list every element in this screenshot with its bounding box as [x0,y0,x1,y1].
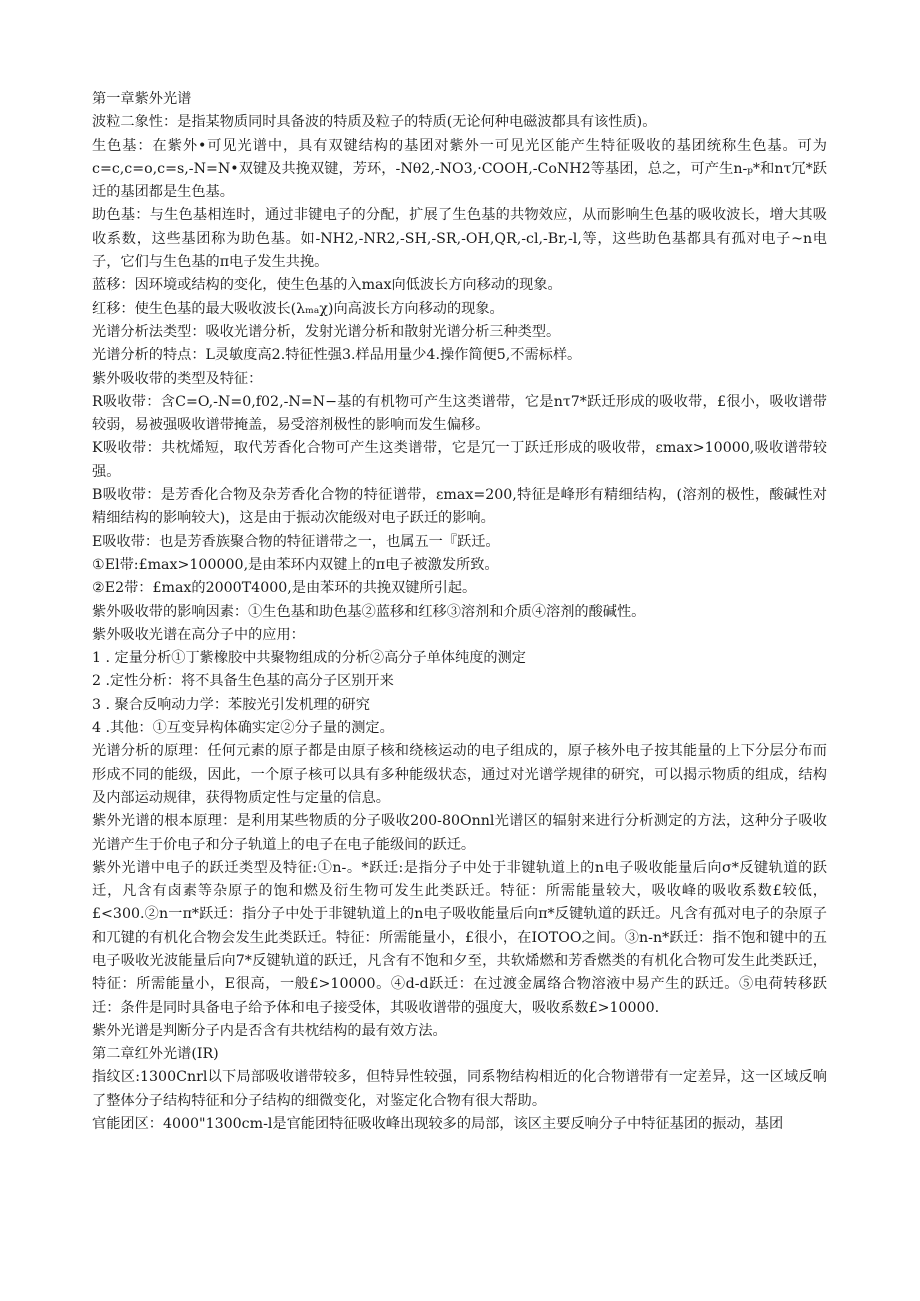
list-item: 3 . 聚合反响动力学：苯胺光引发机理的研究 [92,696,370,713]
paragraph: 蓝移：因环境或结构的变化，使生色基的入max向低波长方向移动的现象。 [92,277,562,294]
chapter-heading: 第二章红外光谱(IR) [92,1046,219,1063]
paragraph: B吸收带：是芳香化合物及杂芳香化合物的特征谱带，εmax=200,特征是峰形有精细结构，(溶剂的极性，酸碱性对精细结构的影响较大)，这是由于振动次能级对电子跃迁的影响。 [92,487,827,527]
paragraph: 光谱分析法类型：吸收光谱分析，发射光谱分析和散射光谱分析三种类型。 [92,323,561,340]
chapter-heading: 第一章紫外光谱 [92,91,192,107]
paragraph: 红移：使生色基的最大吸收波长(λₘₐχ)向高波长方向移动的现象。 [92,300,504,317]
list-item: 4 .其他：①互变异构体确实定②分子量的测定。 [92,720,394,737]
list-item: 1 . 定量分析①丁紫橡胶中共聚物组成的分析②高分子单体纯度的测定 [92,650,526,667]
paragraph: 紫外光谱的根本原理：是利用某些物质的分子吸收200-80Onnl光谱区的辐射来进行分析测定的方法，这种分子吸收光谱产生于价电子和分子轨道上的电子在电子能级间的跃迁。 [92,813,827,853]
paragraph: 紫外吸收带的类型及特征： [92,370,263,387]
paragraph: K吸收带：共枕烯短，取代芳香化合物可产生这类谱带，它是冗一丁跃迁形成的吸收带，εmax>10000,吸收谱带较强。 [92,440,827,480]
document-body [92,88,827,1136]
paragraph: ②E2带：£max的2000T4000,是由苯环的共挽双键所引起。 [92,580,477,597]
paragraph: 波粒二象性：是指某物质同时具备波的特质及粒子的特质(无论何种电磁波都具有该性质)。 [92,114,657,131]
paragraph: 紫外吸收带的影响因素：①生色基和助色基②蓝移和红移③溶剂和介质④溶剂的酸碱性。 [92,603,646,620]
paragraph: 紫外光谱是判断分子内是否含有共枕结构的最有效方法。 [92,1022,447,1039]
paragraph: 官能团区：4000"1300cm-l是官能团特征吸收峰出现较多的局部，该区主要反响分子中特征基团的振动，基团 [92,1116,784,1133]
list-item: 2 .定性分析：将不具备生色基的高分子区别开来 [92,673,394,690]
paragraph: E吸收带：也是芳香族聚合物的特征谱带之一，也属五一『跃迁。 [92,533,500,550]
paragraph: 光谱分析的特点：L灵敏度高2.特征性强3.样品用量少4.操作简便5,不需标样。 [92,347,582,364]
paragraph: 指纹区:1300Cnrl以下局部吸收谱带较多，但特异性较强，同系物结构相近的化合物谱带有一定差异，这一区域反响了整体分子结构特征和分子结构的细微变化，对鉴定化合物有很大帮助。 [92,1069,827,1109]
paragraph: R吸收带：含C=O,-N=0,f02,-N=N−基的有机物可产生这类谱带，它是nτ7*跃迁形成的吸收带，£很小，吸收谱带较弱，易被强吸收谱带掩盖，易受溶剂极性的影响而发生偏移。 [92,393,827,434]
paragraph: 紫外吸收光谱在高分子中的应用： [92,626,305,643]
paragraph: ①El带:£max>100000,是由苯环内双键上的π电子被激发所致。 [92,556,499,573]
paragraph: 紫外光谱中电子的跃迁类型及特征:①n-。*跃迁:是指分子中处于非键轨道上的n电子吸收能量后向σ*反键轨道的跃迁，凡含有卤素等杂原子的饱和燃及衍生物可发生此类跃迁。特征：所需能量较大，吸收峰的吸收系数£较低，£<300.②n一π*跃迁：指分子中处于非键轨道上的n电子吸收能量后向π*反键轨道的跃迁。凡含有孤对电子的杂原子和兀键的有机化合物会发生此类跃迁。特征：所需能量小，£很小，在IOTOO之间。③n-n*跃迁：指不饱和键中的五电子吸收光波能量后向7*反键轨道的跃迁，凡含有不饱和夕至，共软烯燃和芳香燃类的有机化合物可发生此类跃迁，特征：所需能量小，E很高，一般£>10000。④d-d跃迁：在过渡金属络合物溶液中易产生的跃迁。⑤电荷转移跃迁：条件是同时具备电子给予体和电子接受体，其吸收谱带的强度大，吸收系数£>10000. [92,859,827,1016]
paragraph: 光谱分析的原理：任何元素的原子都是由原子核和绕核运动的电子组成的，原子核外电子按其能量的上下分层分布而形成不同的能级，因此，一个原子核可以具有多种能级状态，通过对光谱学规律的研究，可以揭示物质的组成，结构及内部运动规律，获得物质定性与定量的信息。 [92,743,827,806]
paragraph: 助色基：与生色基相连时，通过非键电子的分配，扩展了生色基的共物效应，从而影响生色基的吸收波长，增大其吸收系数，这些基团称为助色基。如-NH2,-NR2,-SH,-SR,-OH,QR,-cl,-Br,-l,等，这些助色基都具有孤对电子~n电子，它们与生色基的π电子发生共挽。 [92,207,827,271]
paragraph: 生色基：在紫外•可见光谱中，具有双键结构的基团对紫外一可见光区能产生特征吸收的基团统称生色基。可为c=c,c=o,c=s,-N=N•双键及共挽双键，芳环，-Nθ2,-NO3,·COOH,-CoNH2等基团，总之，可产生n-ₚ*和nτ冗*跃迁的基团都是生色基。 [92,137,827,201]
